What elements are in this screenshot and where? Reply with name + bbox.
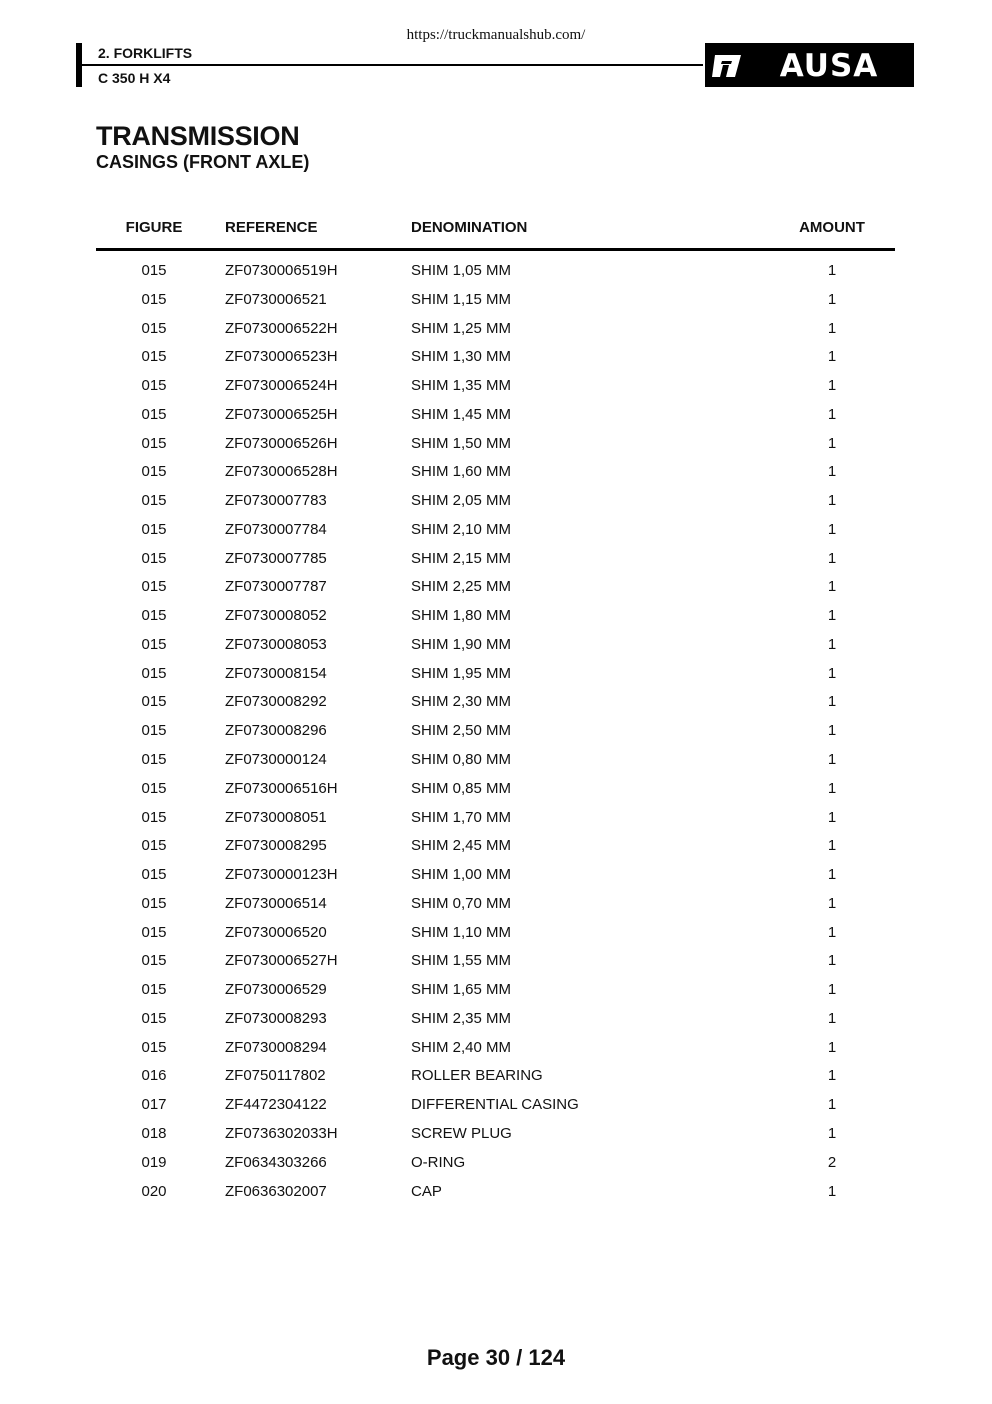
denomination-cell: DIFFERENTIAL CASING bbox=[411, 1096, 579, 1114]
table-row bbox=[0, 924, 992, 953]
model-label: C 350 H X4 bbox=[98, 70, 171, 86]
denomination-cell: SHIM 1,15 MM bbox=[411, 290, 512, 308]
figure-cell: 015 bbox=[141, 520, 167, 538]
figure-cell: 015 bbox=[141, 549, 167, 567]
header-rule bbox=[96, 248, 895, 251]
figure-cell: 015 bbox=[141, 492, 167, 510]
reference-cell: ZF0730006522H bbox=[225, 319, 338, 337]
table-row bbox=[0, 320, 992, 349]
denomination-cell: SHIM 1,80 MM bbox=[411, 607, 512, 625]
figure-cell: 015 bbox=[141, 923, 167, 941]
table-row bbox=[0, 521, 992, 550]
reference-cell: ZF0730006523H bbox=[225, 348, 338, 366]
figure-cell: 015 bbox=[141, 377, 167, 395]
denomination-cell: SHIM 2,05 MM bbox=[411, 492, 512, 510]
amount-cell: 1 bbox=[827, 348, 837, 366]
reference-cell: ZF0730007787 bbox=[225, 578, 327, 596]
table-row bbox=[0, 981, 992, 1010]
table-row bbox=[0, 262, 992, 291]
amount-cell: 1 bbox=[827, 1182, 837, 1200]
reference-cell: ZF0750117802 bbox=[225, 1067, 326, 1085]
reference-cell: ZF0636302007 bbox=[225, 1182, 327, 1200]
denomination-cell: ROLLER BEARING bbox=[411, 1067, 543, 1085]
denomination-cell: SHIM 2,35 MM bbox=[411, 1009, 512, 1027]
amount-cell: 1 bbox=[827, 578, 837, 596]
col-header-figure: FIGURE bbox=[125, 219, 183, 236]
ausa-emblem-icon bbox=[712, 55, 741, 77]
table-row bbox=[0, 722, 992, 751]
amount-cell: 1 bbox=[827, 693, 837, 711]
source-url[interactable]: https://truckmanualshub.com/ bbox=[406, 27, 586, 43]
reference-cell: ZF4472304122 bbox=[225, 1096, 327, 1114]
amount-cell: 1 bbox=[827, 1067, 837, 1085]
reference-cell: ZF0730008294 bbox=[225, 1038, 327, 1056]
amount-cell: 1 bbox=[827, 492, 837, 510]
figure-cell: 019 bbox=[141, 1153, 167, 1171]
figure-cell: 018 bbox=[141, 1124, 167, 1142]
denomination-cell: SHIM 1,35 MM bbox=[411, 377, 512, 395]
table-row bbox=[0, 550, 992, 579]
reference-cell: ZF0730006526H bbox=[225, 434, 338, 452]
amount-cell: 1 bbox=[827, 1096, 837, 1114]
section-label: 2. FORKLIFTS bbox=[98, 45, 193, 61]
amount-cell: 1 bbox=[827, 635, 837, 653]
amount-cell: 1 bbox=[827, 779, 837, 797]
figure-cell: 015 bbox=[141, 348, 167, 366]
figure-cell: 015 bbox=[141, 1009, 167, 1027]
denomination-cell: SHIM 1,05 MM bbox=[411, 262, 512, 279]
denomination-cell: SHIM 1,95 MM bbox=[411, 664, 512, 682]
table-row bbox=[0, 693, 992, 722]
reference-cell: ZF0730008292 bbox=[225, 693, 327, 711]
denomination-cell: SHIM 1,25 MM bbox=[411, 319, 512, 337]
reference-cell: ZF0730007785 bbox=[225, 549, 327, 567]
amount-cell: 1 bbox=[827, 262, 837, 279]
denomination-cell: SHIM 1,45 MM bbox=[411, 405, 512, 423]
col-header-amount: AMOUNT bbox=[799, 219, 865, 236]
denomination-cell: SHIM 0,70 MM bbox=[411, 894, 512, 912]
table-row bbox=[0, 952, 992, 981]
figure-cell: 015 bbox=[141, 664, 167, 682]
figure-cell: 016 bbox=[141, 1067, 167, 1085]
reference-cell: ZF0730008154 bbox=[225, 664, 327, 682]
table-row bbox=[0, 348, 992, 377]
table-row bbox=[0, 837, 992, 866]
table-row bbox=[0, 1039, 992, 1068]
table-header bbox=[0, 219, 992, 239]
table-row bbox=[0, 607, 992, 636]
table-row bbox=[0, 809, 992, 838]
denomination-cell: SHIM 2,25 MM bbox=[411, 578, 512, 596]
figure-cell: 015 bbox=[141, 290, 167, 308]
figure-cell: 015 bbox=[141, 635, 167, 653]
table-row bbox=[0, 636, 992, 665]
table-row bbox=[0, 866, 992, 895]
amount-cell: 1 bbox=[827, 463, 837, 481]
figure-cell: 015 bbox=[141, 578, 167, 596]
table-row bbox=[0, 1125, 992, 1154]
table-row bbox=[0, 435, 992, 464]
amount-cell: 1 bbox=[827, 981, 837, 999]
reference-cell: ZF0730000123H bbox=[225, 866, 338, 884]
figure-cell: 015 bbox=[141, 1038, 167, 1056]
table-row bbox=[0, 377, 992, 406]
figure-cell: 015 bbox=[141, 434, 167, 452]
denomination-cell: SHIM 2,50 MM bbox=[411, 722, 512, 740]
figure-cell: 020 bbox=[141, 1182, 167, 1200]
denomination-cell: SHIM 1,55 MM bbox=[411, 952, 512, 970]
reference-cell: ZF0730000124 bbox=[225, 751, 327, 769]
amount-cell: 1 bbox=[827, 664, 837, 682]
reference-cell: ZF0730006514 bbox=[225, 894, 327, 912]
denomination-cell: SHIM 0,80 MM bbox=[411, 751, 512, 769]
figure-cell: 015 bbox=[141, 262, 167, 279]
amount-cell: 1 bbox=[827, 837, 837, 855]
table-row bbox=[0, 1096, 992, 1125]
table-row bbox=[0, 1067, 992, 1096]
figure-cell: 015 bbox=[141, 952, 167, 970]
denomination-cell: SHIM 1,50 MM bbox=[411, 434, 512, 452]
reference-cell: ZF0730006525H bbox=[225, 405, 338, 423]
amount-cell: 1 bbox=[827, 722, 837, 740]
denomination-cell: SCREW PLUG bbox=[411, 1124, 512, 1142]
reference-cell: ZF0730008051 bbox=[225, 808, 327, 826]
table-row bbox=[0, 1010, 992, 1039]
table-row bbox=[0, 492, 992, 521]
figure-cell: 015 bbox=[141, 751, 167, 769]
reference-cell: ZF0730006521 bbox=[225, 290, 327, 308]
reference-cell: ZF0730006528H bbox=[225, 463, 338, 481]
page-subtitle: CASINGS (FRONT AXLE) bbox=[96, 152, 310, 172]
denomination-cell: SHIM 2,40 MM bbox=[411, 1038, 512, 1056]
reference-cell: ZF0736302033H bbox=[225, 1124, 338, 1142]
amount-cell: 2 bbox=[827, 1153, 837, 1171]
denomination-cell: SHIM 1,90 MM bbox=[411, 635, 512, 653]
denomination-cell: SHIM 1,70 MM bbox=[411, 808, 512, 826]
logo-wordmark: AUSA bbox=[779, 48, 879, 84]
denomination-cell: SHIM 1,30 MM bbox=[411, 348, 512, 366]
denomination-cell: SHIM 1,10 MM bbox=[411, 923, 512, 941]
figure-cell: 015 bbox=[141, 894, 167, 912]
reference-cell: ZF0730008052 bbox=[225, 607, 327, 625]
reference-cell: ZF0730007783 bbox=[225, 492, 327, 510]
parts-table-body bbox=[0, 262, 992, 1211]
figure-cell: 015 bbox=[141, 607, 167, 625]
amount-cell: 1 bbox=[827, 405, 837, 423]
amount-cell: 1 bbox=[827, 549, 837, 567]
amount-cell: 1 bbox=[827, 1038, 837, 1056]
figure-cell: 015 bbox=[141, 722, 167, 740]
amount-cell: 1 bbox=[827, 923, 837, 941]
amount-cell: 1 bbox=[827, 319, 837, 337]
col-header-denomination: DENOMINATION bbox=[411, 219, 528, 236]
figure-cell: 015 bbox=[141, 319, 167, 337]
reference-cell: ZF0730008293 bbox=[225, 1009, 327, 1027]
denomination-cell: SHIM 0,85 MM bbox=[411, 779, 512, 797]
amount-cell: 1 bbox=[827, 751, 837, 769]
table-row bbox=[0, 665, 992, 694]
figure-cell: 015 bbox=[141, 837, 167, 855]
table-row bbox=[0, 751, 992, 780]
table-row bbox=[0, 780, 992, 809]
ausa-logo bbox=[703, 43, 914, 87]
header-divider bbox=[82, 64, 706, 66]
denomination-cell: O-RING bbox=[411, 1153, 466, 1171]
amount-cell: 1 bbox=[827, 1124, 837, 1142]
table-row bbox=[0, 291, 992, 320]
reference-cell: ZF0634303266 bbox=[225, 1153, 327, 1171]
amount-cell: 1 bbox=[827, 607, 837, 625]
table-row bbox=[0, 578, 992, 607]
figure-cell: 015 bbox=[141, 866, 167, 884]
denomination-cell: SHIM 2,15 MM bbox=[411, 549, 512, 567]
table-row bbox=[0, 1183, 992, 1212]
reference-cell: ZF0730006519H bbox=[225, 262, 338, 279]
denomination-cell: SHIM 1,00 MM bbox=[411, 866, 512, 884]
amount-cell: 1 bbox=[827, 290, 837, 308]
table-row bbox=[0, 1154, 992, 1183]
denomination-cell: CAP bbox=[411, 1182, 442, 1200]
reference-cell: ZF0730008053 bbox=[225, 635, 327, 653]
amount-cell: 1 bbox=[827, 952, 837, 970]
figure-cell: 015 bbox=[141, 808, 167, 826]
reference-cell: ZF0730006516H bbox=[225, 779, 338, 797]
figure-cell: 015 bbox=[141, 693, 167, 711]
reference-cell: ZF0730006520 bbox=[225, 923, 327, 941]
table-row bbox=[0, 895, 992, 924]
figure-cell: 015 bbox=[141, 779, 167, 797]
amount-cell: 1 bbox=[827, 866, 837, 884]
denomination-cell: SHIM 2,30 MM bbox=[411, 693, 512, 711]
amount-cell: 1 bbox=[827, 377, 837, 395]
reference-cell: ZF0730006529 bbox=[225, 981, 327, 999]
page-title: TRANSMISSION bbox=[96, 121, 300, 151]
amount-cell: 1 bbox=[827, 808, 837, 826]
amount-cell: 1 bbox=[827, 434, 837, 452]
reference-cell: ZF0730007784 bbox=[225, 520, 327, 538]
figure-cell: 015 bbox=[141, 463, 167, 481]
denomination-cell: SHIM 2,45 MM bbox=[411, 837, 512, 855]
table-row bbox=[0, 463, 992, 492]
figure-cell: 015 bbox=[141, 405, 167, 423]
page-number: Page 30 / 124 bbox=[426, 1345, 566, 1370]
reference-cell: ZF0730008296 bbox=[225, 722, 327, 740]
denomination-cell: SHIM 2,10 MM bbox=[411, 520, 512, 538]
amount-cell: 1 bbox=[827, 520, 837, 538]
amount-cell: 1 bbox=[827, 894, 837, 912]
figure-cell: 017 bbox=[141, 1096, 167, 1114]
table-row bbox=[0, 406, 992, 435]
denomination-cell: SHIM 1,60 MM bbox=[411, 463, 512, 481]
reference-cell: ZF0730008295 bbox=[225, 837, 327, 855]
amount-cell: 1 bbox=[827, 1009, 837, 1027]
col-header-reference: REFERENCE bbox=[225, 219, 318, 236]
reference-cell: ZF0730006527H bbox=[225, 952, 338, 970]
denomination-cell: SHIM 1,65 MM bbox=[411, 981, 512, 999]
figure-cell: 015 bbox=[141, 981, 167, 999]
reference-cell: ZF0730006524H bbox=[225, 377, 338, 395]
